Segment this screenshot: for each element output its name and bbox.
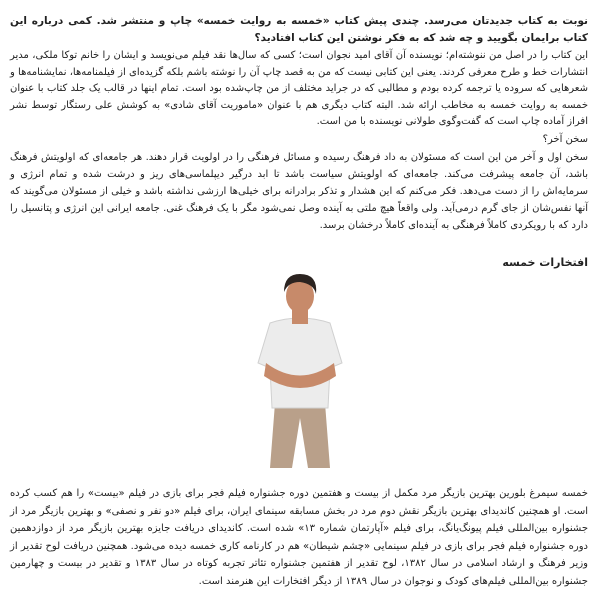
interview-answer: این کتاب را در اصل من ننوشته‌ام؛ نویسنده آن آقای امید نجوان است؛ کسی که سال‌ها نقد فیلم می‌نویسد و ایشان را خانم توکا ملکی، مدیر انتشارات خط و طرح معرفی کردند. یعنی این کتابی نیست که من به قصد چاپ آن را نوشته باشم بلکه گزیده‌ای از فیلمنامه‌ها، نمایشنامه‌ها و شعرهایی که سروده یا ترجمه کرده بودم و مطالبی که در جراید مختلف از من چاپ‌شده بود است. تمام اینها در قالب یک جلد کتاب با عنوان خمسه به روایت خمسه به مخاطب ارائه شد. البته کتاب دیگری هم با عنوان «ماموریت آقای شادی» به کوشش علی رستگار توسط نشر افراز آماده چاپ است که گفت‌وگوی طولانی نویسنده با من است.	[10, 50, 588, 127]
section-heading: افتخارات خمسه	[502, 256, 588, 269]
interview-question: سخن آخر؟	[542, 134, 588, 145]
interview-answer: سخن اول و آخر من این است که مسئولان به داد فرهنگ رسیده و مسائل فرهنگی را در اولویت قرار دهند. هر جامعه‌ای که اولویتش فرهنگ باشد، آن جامعه پیشرفت می‌کند. جامعه‌ای که اولویتش سیاست باشد تا ابد درگیر دیپلماسی‌های ریز و درشت شده و تمام انرژی و سرمایه‌اش را از دست می‌دهد. فکر می‌کنم که این هشدار و تذکر برادرانه برای خیلی‌ها ارزشی نداشته باشد و خیلی از مسئولان می‌گویند که آنها نفس‌شان از جای گرم درمی‌آید. ولی واقعاً هیچ ملتی به آینده وصل نمی‌شود مگر با یک فرهنگ غنی. جامعه ایرانی این انرژی و پتانسیل را دارد که با رویکردی کاملاً فرهنگی به آینده‌ای کاملاً درخشان برسد.	[10, 152, 588, 231]
interview-question: نوبت به کتاب جدیدتان می‌رسد. چندی پیش کتاب «خمسه به روایت خمسه» چاپ و منتشر شد. کمی درباره این کتاب برایمان بگویید و چه شد که به فکر نوشتن این کتاب افتادید؟	[10, 14, 588, 44]
section-body: خمسه سیمرغ بلورین بهترین بازیگر مرد مکمل از بیست و هفتمین دوره جشنواره فیلم فجر برای بازی در فیلم «بیست» را هم کسب کرده است. او همچنین کاندیدای بهترین بازیگر نقش دوم مرد در بخش مسابقه سینمای ایران، برای فیلم «دو نفر و نصفی» و بهترین بازیگر مرد از جشنواره بین‌المللی فیلم پیونگ‌یانگ، برای فیلم «آپارتمان شماره ۱۳» شده است. کاندیدای دریافت جایزه بهترین بازیگر مرد از دوازدهمین دوره جشنواره فیلم فجر برای بازی در فیلم سینمایی «چشم شیطان» هم در کارنامه کاری خمسه دیده می‌شود. همچنین دریافت لوح تقدیر از وزیر فرهنگ و ارشاد اسلامی در سال ۱۳۸۲، لوح تقدیر از هفتمین جشنواره تئاتر تجربه کوتاه در سال ۱۳۸۳ و تقدیر در بیست و چهارمین جشنواره بین‌المللی فیلم‌های کودک و نوجوان در سال ۱۳۸۹ از دیگر افتخارات این هنرمند است.	[10, 488, 589, 587]
portrait-photo	[230, 268, 370, 468]
